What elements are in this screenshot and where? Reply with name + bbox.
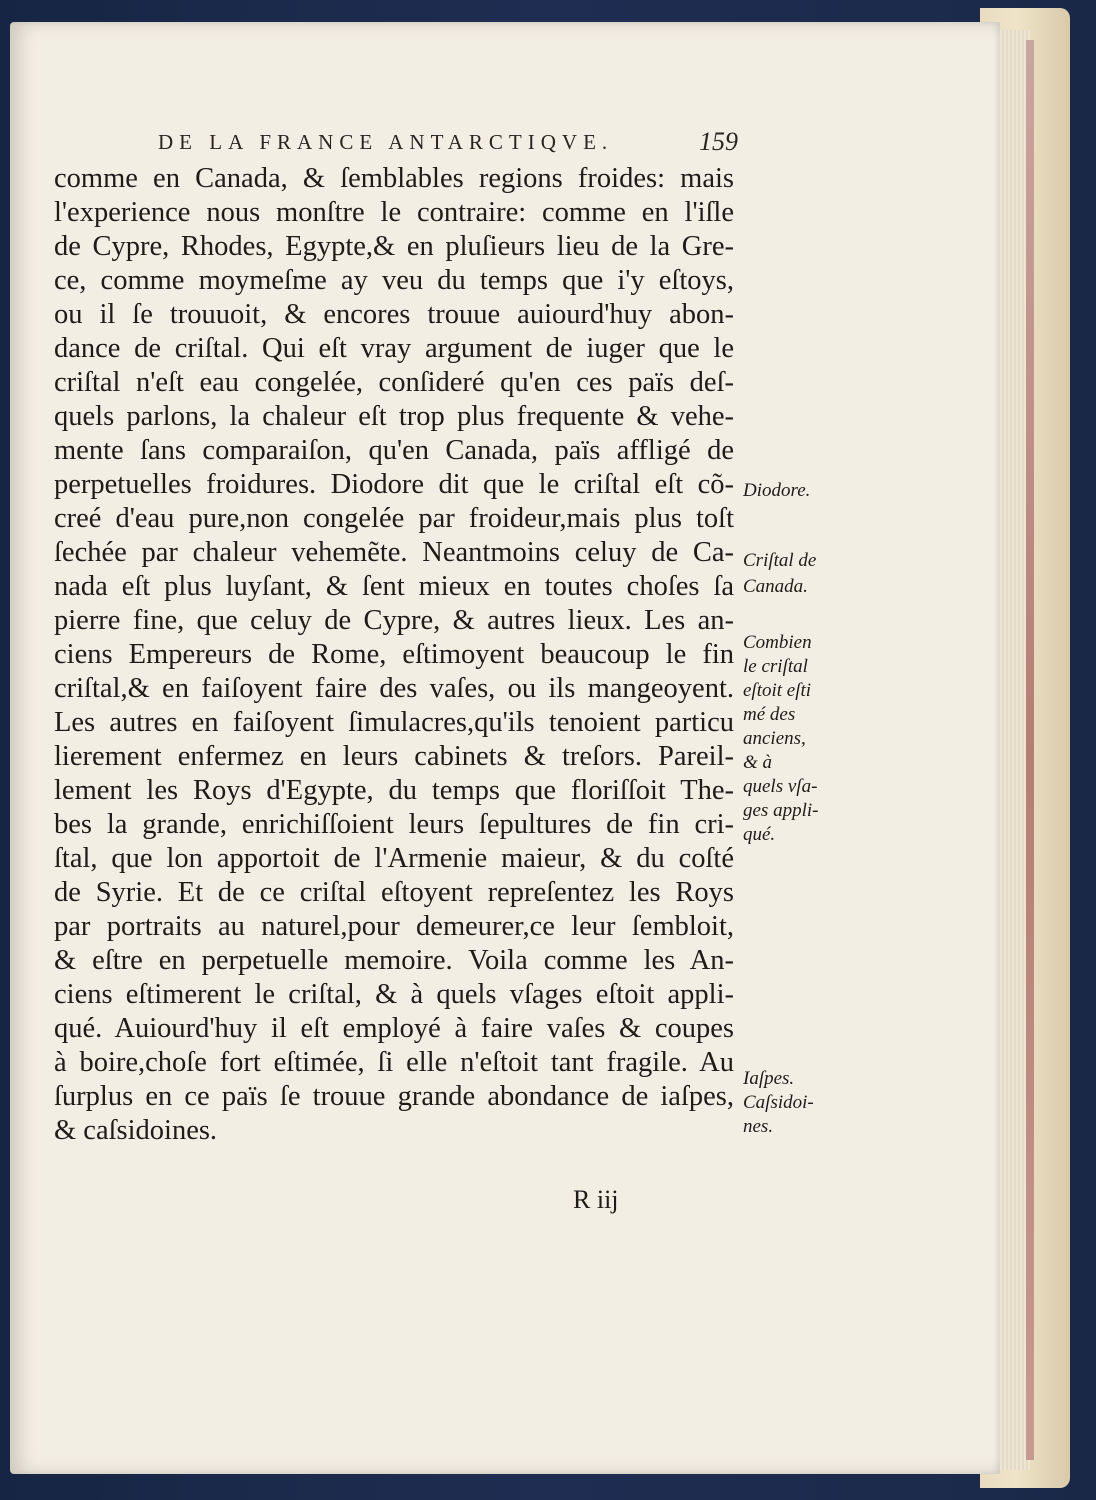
text-line: nada eſt plus luyſant, & ſent mieux en toutes choſes ſa (54, 571, 734, 602)
margin-note: ges appli- (743, 800, 819, 821)
margin-note: Diodore. (743, 480, 811, 501)
margin-note: le criſtal (743, 656, 808, 677)
text-line: & caſsidoines. (54, 1115, 218, 1146)
text-line: lement les Roys d'Egypte, du temps que floriſſoit The- (54, 775, 734, 806)
text-line: creé d'eau pure,non congelée par froideur,mais plus toſt (54, 503, 734, 534)
red-page-edge (1026, 40, 1034, 1460)
signature-mark: R iij (573, 1185, 619, 1214)
text-line: ſurplus en ce païs ſe trouue grande abondance de iaſpes, (54, 1081, 734, 1112)
book-page (10, 22, 1000, 1474)
page-number: 159 (699, 127, 738, 156)
text-line: lierement enfermez en leurs cabinets & treſors. Pareil- (54, 741, 734, 772)
text-line: pierre fine, que celuy de Cypre, & autres lieux. Les an- (54, 605, 734, 636)
text-line: & eſtre en perpetuelle memoire. Voila comme les An- (54, 945, 734, 976)
margin-note: eſtoit eſti (743, 680, 812, 701)
text-line: Les autres en faiſoyent ſimulacres,qu'ils tenoient particu (54, 707, 734, 738)
text-line: ce, comme moymeſme ay veu du temps que i'y eſtoys, (54, 265, 734, 296)
text-line: criſtal,& en faiſoyent faire des vaſes, ou ils mangeoyent. (54, 673, 734, 704)
text-line: comme en Canada, & ſemblables regions froides: mais (54, 163, 734, 194)
margin-note: Criſtal de (743, 550, 817, 571)
text-line: ciens eſtimerent le criſtal, & à quels vſages eſtoit appli- (54, 979, 734, 1010)
text-line: à boire,choſe fort eſtimée, ſi elle n'eſtoit tant fragile. Au (54, 1047, 734, 1078)
margin-note: Caſsidoi- (743, 1092, 814, 1113)
margin-note: mé des (743, 704, 796, 725)
margin-note: anciens, (743, 728, 806, 749)
page-edges (996, 30, 1030, 1470)
running-title: DE LA FRANCE ANTARCTIQVE. (158, 130, 614, 154)
text-line: de Syrie. Et de ce criſtal eſtoyent repreſentez les Roys (54, 877, 734, 908)
text-line: mente ſans comparaiſon, qu'en Canada, païs affligé de (54, 435, 734, 466)
margin-note: qué. (743, 824, 776, 845)
text-line: quels parlons, la chaleur eſt trop plus frequente & vehe- (54, 401, 734, 432)
text-line: criſtal n'eſt eau congelée, conſideré qu'en ces païs deſ- (54, 367, 734, 398)
text-line: de Cypre, Rhodes, Egypte,& en pluſieurs lieu de la Gre- (54, 231, 734, 262)
page-header (158, 127, 738, 160)
margin-note: Canada. (743, 576, 808, 597)
margin-note: quels vſa- (743, 776, 818, 797)
margin-note: & à (743, 752, 773, 773)
margin-note: Iaſpes. (743, 1068, 795, 1089)
text-line: ou il ſe trouuoit, & encores trouue auiourd'huy abon- (54, 299, 734, 330)
text-line: qué. Auiourd'huy il eſt employé à faire vaſes & coupes (54, 1013, 734, 1044)
text-line: ſtal, que lon apportoit de l'Armenie maieur, & du coſté (54, 843, 734, 874)
text-line: l'experience nous monſtre le contraire: comme en l'iſle (54, 197, 734, 228)
text-line: dance de criſtal. Qui eſt vray argument de iuger que le (54, 333, 734, 364)
text-line: bes la grande, enrichiſſoient leurs ſepultures de fin cri- (54, 809, 734, 840)
text-line: ſechée par chaleur vehemẽte. Neantmoins celuy de Ca- (54, 537, 734, 568)
text-line: par portraits au naturel,pour demeurer,ce leur ſembloit, (54, 911, 734, 942)
text-line: perpetuelles froidures. Diodore dit que le criſtal eſt cõ- (54, 469, 734, 500)
margin-note: Combien (743, 632, 812, 653)
text-line: ciens Empereurs de Rome, eſtimoyent beaucoup le fin (54, 639, 734, 670)
margin-note: nes. (743, 1116, 774, 1137)
